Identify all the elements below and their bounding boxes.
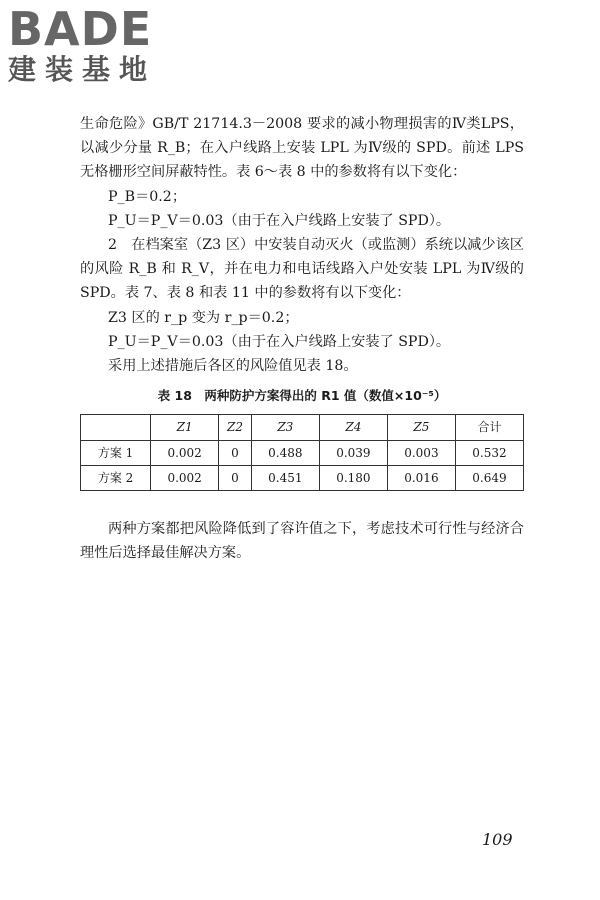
paragraph-table-ref: 采用上述措施后各区的风险值见表 18。 (108, 358, 358, 375)
paragraph-intro: 生命危险》GB/T 21714.3－2008 要求的减小物理损害的Ⅳ类LPS，以减少分量 R_B；在入户线路上安装 LPL 为Ⅳ级的 SPD。前述 LPS 无格栅形空间屏蔽特性。表 6～表 8 中的参数将有以下变化： (80, 116, 524, 181)
table-cell: 0.451 (251, 465, 319, 490)
page-content (80, 112, 524, 565)
table-row (81, 440, 524, 465)
table-header-cell: Z3 (251, 415, 319, 440)
table-cell: 0.003 (387, 440, 455, 465)
table-header-row (81, 415, 524, 440)
paragraph-measure-2: 2 在档案室（Z3 区）中安装自动灭火（或监测）系统以减少该区的风险 R_B 和 R_V，并在电力和电话线路入户处安装 LPL 为Ⅳ级的 SPD。表 7、表 8 和表 11 中的参数将有以下变化： (80, 237, 524, 302)
logo-chinese: 建装基地 (8, 53, 157, 86)
table-cell: 0 (219, 465, 252, 490)
logo (8, 2, 178, 86)
formula-rp: Z3 区的 r_p 变为 r_p＝0.2； (108, 309, 299, 326)
table-cell: 0.649 (455, 465, 523, 490)
table-header-cell: Z4 (319, 415, 387, 440)
table-header-cell: Z5 (387, 415, 455, 440)
page-number: 109 (482, 830, 513, 849)
table-header-cell: Z2 (219, 415, 252, 440)
table-cell: 0.180 (319, 465, 387, 490)
formula-pb: P_B＝0.2； (108, 188, 187, 205)
formula-pu-pv-2: P_U＝P_V＝0.03（由于在入户线路上安装了 SPD）。 (108, 333, 451, 350)
table-row (81, 465, 524, 490)
table-cell: 0.039 (319, 440, 387, 465)
paragraph-conclusion: 两种方案都把风险降低到了容许值之下，考虑技术可行性与经济合理性后选择最佳解决方案。 (80, 521, 524, 562)
table-caption: 表 18 两种防护方案得出的 R1 值（数值×10⁻⁵） (157, 388, 447, 404)
formula-pu-pv: P_U＝P_V＝0.03（由于在入户线路上安装了 SPD）。 (108, 212, 451, 229)
table-cell: 0.002 (151, 440, 219, 465)
table-header-cell (81, 415, 151, 440)
table-cell: 0 (219, 440, 252, 465)
table-header-cell: 合计 (455, 415, 523, 440)
table-cell: 0.532 (455, 440, 523, 465)
table-cell: 方案 1 (81, 440, 151, 465)
logo-english: BADE (8, 2, 153, 56)
table-cell: 0.016 (387, 465, 455, 490)
table-cell: 0.488 (251, 440, 319, 465)
table-cell: 0.002 (151, 465, 219, 490)
table-header-cell: Z1 (151, 415, 219, 440)
risk-table (80, 414, 524, 491)
table-cell: 方案 2 (81, 465, 151, 490)
